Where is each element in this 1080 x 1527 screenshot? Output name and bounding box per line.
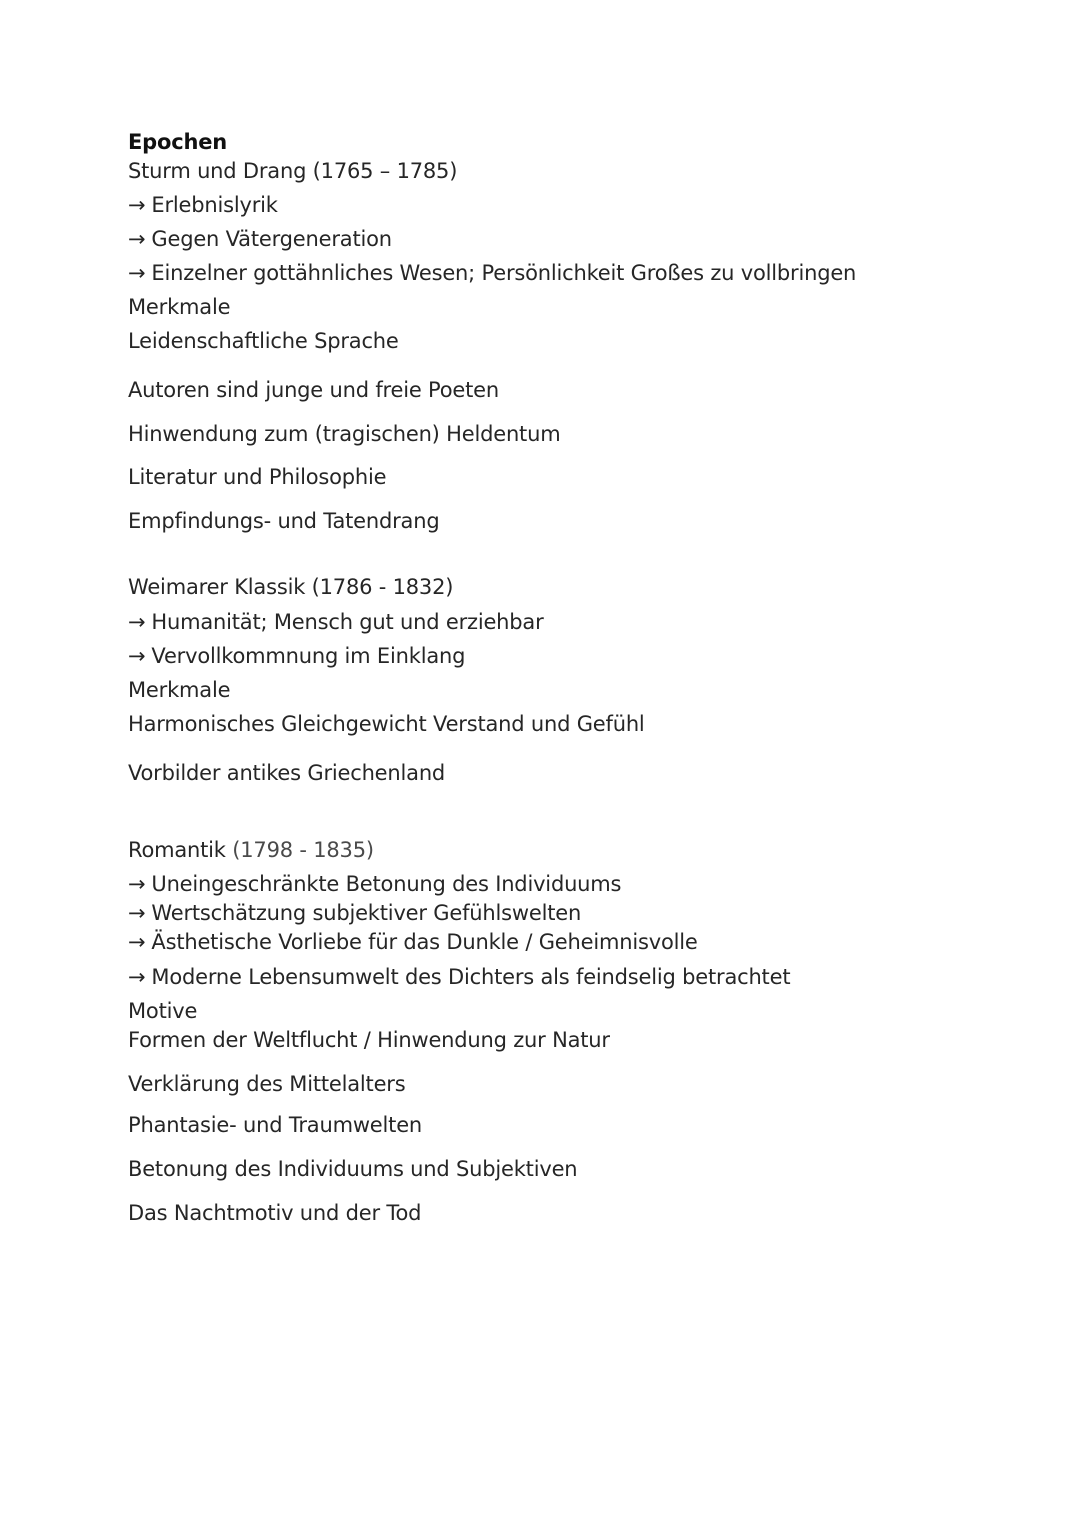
arrow-right-icon: → [128,644,146,668]
romantik-point: → Wertschätzung subjektiver Gefühlswelten [128,901,582,925]
sturm-point: → Erlebnislyrik [128,193,278,217]
page-heading: Epochen [128,130,227,154]
arrow-right-icon: → [128,965,146,989]
arrow-right-icon: → [128,193,146,217]
klassik-title: Weimarer Klassik (1786 - 1832) [128,575,454,599]
arrow-right-icon: → [128,610,146,634]
arrow-right-icon: → [128,930,146,954]
sturm-feature: Autoren sind junge und freie Poeten [128,378,499,402]
romantik-title: Romantik (1798 - 1835) [128,838,374,862]
sturm-feature: Hinwendung zum (tragischen) Heldentum [128,422,561,446]
romantik-point: → Uneingeschränkte Betonung des Individuums [128,872,622,896]
romantik-feature: Betonung des Individuums und Subjektiven [128,1157,578,1181]
klassik-point: → Humanität; Mensch gut und erziehbar [128,610,544,634]
romantik-feature: Phantasie- und Traumwelten [128,1113,423,1137]
sturm-feature: Leidenschaftliche Sprache [128,329,399,353]
sturm-feature: Literatur und Philosophie [128,465,387,489]
sturm-feature: Empfindungs- und Tatendrang [128,509,440,533]
romantik-point: → Moderne Lebensumwelt des Dichters als feindselig betrachtet [128,965,791,989]
sturm-sub-heading: Merkmale [128,295,231,319]
sturm-point: → Einzelner gottähnliches Wesen; Persönlichkeit Großes zu vollbringen [128,261,857,285]
romantik-sub-heading: Motive [128,999,198,1023]
arrow-right-icon: → [128,261,146,285]
sturm-point: → Gegen Vätergeneration [128,227,392,251]
arrow-right-icon: → [128,901,146,925]
klassik-sub-heading: Merkmale [128,678,231,702]
arrow-right-icon: → [128,872,146,896]
klassik-feature: Harmonisches Gleichgewicht Verstand und Gefühl [128,712,645,736]
romantik-feature: Formen der Weltflucht / Hinwendung zur Natur [128,1028,610,1052]
romantik-feature: Verklärung des Mittelalters [128,1072,406,1096]
klassik-point: → Vervollkommnung im Einklang [128,644,466,668]
klassik-feature: Vorbilder antikes Griechenland [128,761,446,785]
romantik-feature: Das Nachtmotiv und der Tod [128,1201,422,1225]
arrow-right-icon: → [128,227,146,251]
sturm-title: Sturm und Drang (1765 – 1785) [128,159,458,183]
romantik-point: → Ästhetische Vorliebe für das Dunkle / Geheimnisvolle [128,930,698,954]
